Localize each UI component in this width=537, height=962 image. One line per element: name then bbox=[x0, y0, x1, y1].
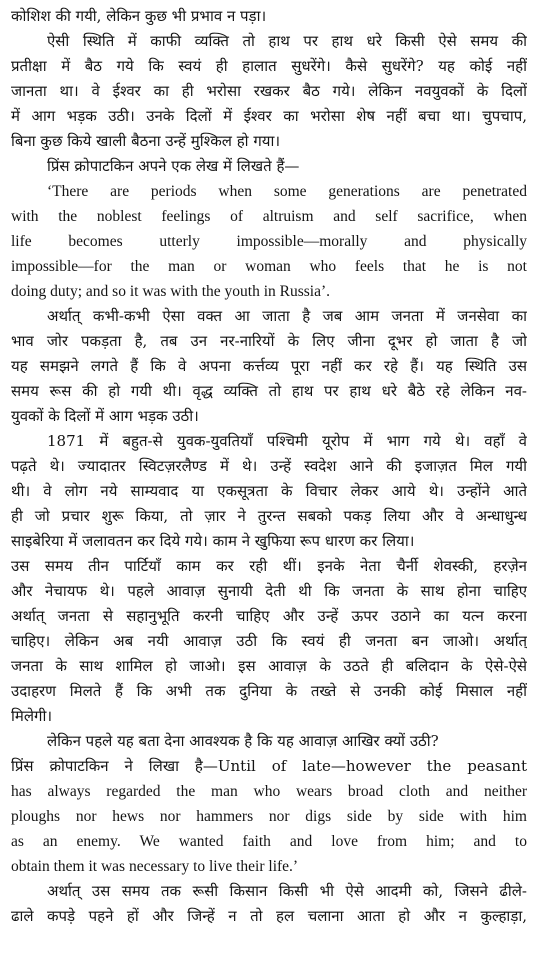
paragraph bbox=[11, 554, 527, 729]
text-line: जनता के साथ शामिल हो जाओ। इस आवाज़ के उठते ही बलिदान के ऐसे-ऐसे bbox=[11, 657, 527, 675]
text-line: युवकों के दिलों में आग भड़क उठी। bbox=[11, 407, 199, 425]
paragraph bbox=[11, 304, 527, 429]
text-line: ऐसी स्थिति में काफी व्यक्ति तो हाथ पर हाथ धरे किसी ऐसे समय की bbox=[47, 32, 527, 50]
text-line: प्रिंस क्रोपाटकिन अपने एक लेख में लिखते हैं— bbox=[47, 157, 300, 175]
text-line: प्रिंस क्रोपाटकिन ने लिखा है—Until of late—however the peasant bbox=[11, 757, 527, 775]
paragraph bbox=[11, 29, 527, 154]
text-line: ही जो प्रचार शुरू किया, तो ज़ार ने तुरन्त सबको पकड़ लिया और वे अन्धाधुन्ध bbox=[11, 507, 527, 525]
text-line: with the noblest feelings of altruism and self sacrifice, when bbox=[11, 208, 527, 225]
text-line: as an enemy. We wanted faith and love from him; and to bbox=[11, 833, 527, 850]
text-line: 1871 में बहुत-से युवक-युवतियाँ पश्चिमी यूरोप में भाग गये थे। वहाँ वे bbox=[47, 432, 527, 450]
text-line: साइबेरिया में जलावतन कर दिये गये। काम ने खुफिया रूप धारण कर लिया। bbox=[11, 532, 415, 550]
text-line: obtain them it was necessary to live their life.’ bbox=[11, 858, 299, 875]
text-line: मिलेगी। bbox=[11, 707, 53, 725]
text-line: ploughs nor hews nor hammers nor digs side by side with him bbox=[11, 808, 527, 825]
text-line: प्रतीक्षा में बैठ गये कि स्वयं ही हालात सुधरेंगे। कैसे सुधरेंगे? यह कोई नहीं bbox=[11, 57, 527, 75]
text-line: और नेचायफ थे। पहले आवाज़ सुनायी देती थी कि जनता के साथ होना चाहिए bbox=[11, 582, 527, 600]
text-line: बिना कुछ किये खाली बैठना उन्हें मुश्किल हो गया। bbox=[11, 132, 281, 150]
text-line: doing duty; and so it was with the youth in Russia’. bbox=[11, 283, 331, 300]
text-line: ‘There are periods when some generations are penetrated bbox=[47, 183, 527, 200]
paragraph bbox=[11, 754, 527, 879]
text-line: अर्थात् उस समय तक रूसी किसान किसी भी ऐसे आदमी को, जिसने ढीले- bbox=[47, 882, 527, 900]
paragraph bbox=[11, 179, 527, 304]
text-line: अर्थात् कभी-कभी ऐसा वक्त आ जाता है जब आम जनता में जनसेवा का bbox=[47, 307, 527, 325]
paragraph bbox=[11, 729, 527, 754]
text-line: भाव जोर पकड़ता है, तब उन नर-नारियों के लिए जीना दूभर हो जाता है जो bbox=[11, 332, 527, 350]
text-line: समय रूस की हो गयी थी। वृद्ध व्यक्ति तो हाथ पर हाथ धरे बैठे रहे लेकिन नव- bbox=[11, 382, 527, 400]
text-line: impossible—for the man or woman who feels that he is not bbox=[11, 258, 527, 275]
text-line: पढ़ते थे। ज्यादातर स्विटज़रलैण्ड में थे। उन्हें स्वदेश आने की इजाज़त मिल गयी bbox=[11, 457, 527, 475]
text-line: में आग भड़क उठी। उनके दिलों में ईश्वर का भरोसा शेष नहीं बचा था। चुपचाप, bbox=[11, 107, 527, 125]
paragraph bbox=[11, 879, 527, 929]
text-line: उदाहरण मिलते हैं कि अभी तक दुनिया के तख्ते से उनकी कोई मिसाल नहीं bbox=[11, 682, 527, 700]
text-line: has always regarded the man who wears broad cloth and neither bbox=[11, 783, 527, 800]
text-line: लेकिन पहले यह बता देना आवश्यक है कि यह आवाज़ आखिर क्यों उठी? bbox=[47, 732, 439, 750]
text-line: जानता था। वे ईश्वर का ही भरोसा रखकर बैठ गये। लेकिन नवयुवकों के दिलों bbox=[11, 82, 527, 100]
paragraph bbox=[11, 154, 527, 179]
text-line: थी। वे लोग नये साम्यवाद या एकसूत्रता के विचार लेकर आये थे। उन्होंने आते bbox=[11, 482, 527, 500]
text-line: यह समझने लगते हैं कि वे अपना कर्त्तव्य पूरा नहीं कर रहे हैं। यह स्थिति उस bbox=[11, 357, 527, 375]
paragraph bbox=[11, 4, 527, 29]
text-line: life becomes utterly impossible—morally and physically bbox=[11, 233, 527, 250]
text-line: उस समय तीन पार्टियाँ काम कर रही थीं। इनके नेता चैर्नी शेवस्की, हरज़ेन bbox=[11, 557, 527, 575]
text-line: अर्थात् जनता से सहानुभूति करनी चाहिए और उन्हें ऊपर उठाने का यत्न करना bbox=[11, 607, 527, 625]
paragraph bbox=[11, 429, 527, 554]
text-line: ढाले कपड़े पहने हों और जिन्हें न तो हल चलाना आता हो और न कुल्हाड़ा, bbox=[11, 907, 527, 925]
text-line: कोशिश की गयी, लेकिन कुछ भी प्रभाव न पड़ा। bbox=[11, 7, 267, 25]
text-line: चाहिए। लेकिन अब नयी आवाज़ उठी कि स्वयं ही जनता बन जाओ। अर्थात् bbox=[11, 632, 527, 650]
